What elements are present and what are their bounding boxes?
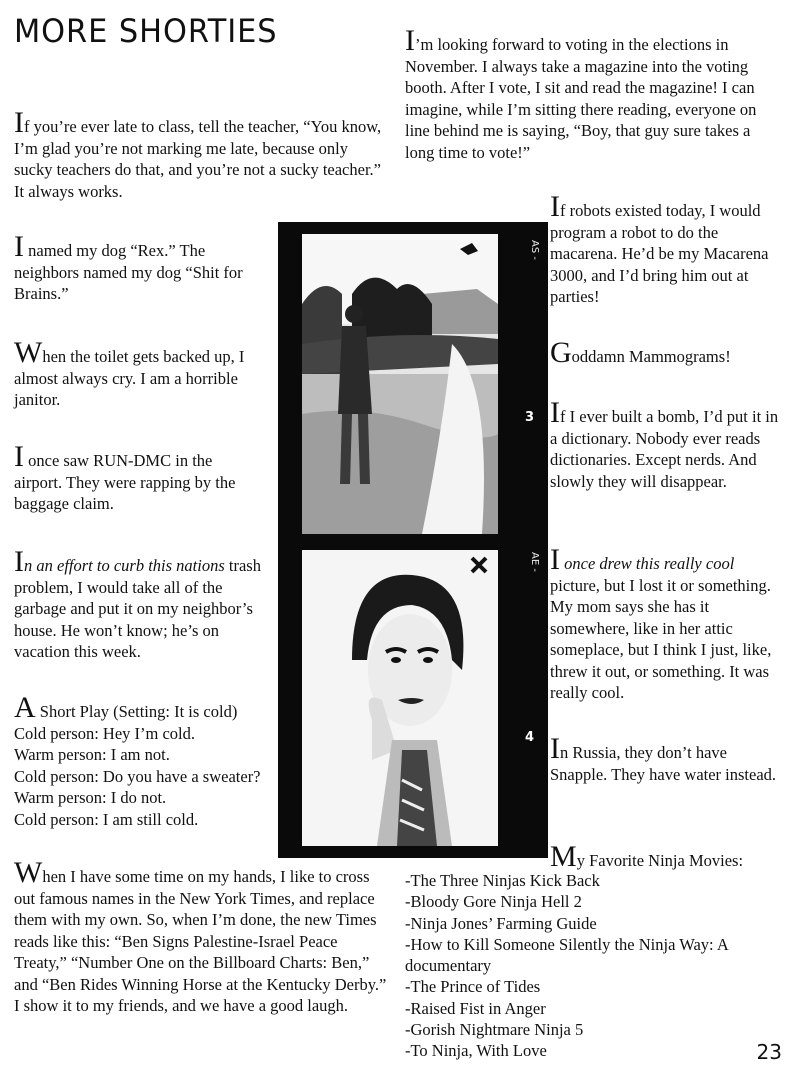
- drop-cap: M: [550, 840, 577, 873]
- drop-cap: I: [14, 545, 24, 578]
- shorty-toilet: [14, 336, 274, 411]
- play-line: Cold person: Do you have a sweater? Warm person: I do not.: [14, 766, 261, 807]
- drop-cap: I: [14, 230, 24, 263]
- drop-cap: I: [405, 24, 415, 57]
- photo-park-people-illustration: [302, 234, 498, 534]
- play-line: Cold person: I am still cold.: [14, 809, 199, 829]
- photo-park-people: [302, 234, 498, 534]
- shorty-russia: [550, 732, 780, 785]
- shorty-text: n Russia, they don’t have Snapple. They have water instead.: [550, 743, 777, 784]
- film-frame-number: 4: [524, 730, 534, 745]
- shorty-run-dmc: [14, 440, 259, 515]
- shorty-text: f robots existed today, I would program a robot to do the macarena. He’d be my Macarena 3000, and I’d bring him out at parties!: [550, 201, 769, 306]
- list-item: -How to Kill Someone Silently the Ninja Way: A documentary: [405, 934, 728, 976]
- shorty-text: picture, but I lost it or something. My mom says she has it somewhere, like in her attic someplace, but I think I just, like, threw it out, or something. It was really cool.: [550, 575, 772, 702]
- shorty-text: hen I have some time on my hands, I like to cross out famous names in the New York Times, and replace them with my own. So, when I’m done, the new Times reads like this: “Ben Signs Palestine-Israel Peace Treaty,” “Number One on the Billboard Charts: Ben,” and “Ben Rides Winning Horse at the Kentucky Derby.” I show it to my friends, and we have a good laugh.: [14, 867, 387, 1015]
- film-edge-code: AE -: [529, 552, 540, 572]
- drop-cap: W: [14, 856, 43, 889]
- shorty-text: trash problem, I would take all of the garbage and put it on my neighbor’s house. He won’t know; he’s on vacation this week.: [14, 556, 261, 661]
- drop-cap: A: [14, 691, 36, 724]
- shorty-text: named my dog “Rex.” The neighbors named my dog “Shit for Brains.”: [14, 241, 243, 303]
- shorty-text: f I ever built a bomb, I’d put it in a dictionary. Nobody ever reads dictionaries. Except nerds. And slowly they will disappear.: [550, 407, 779, 491]
- photo-portrait-illustration: [302, 550, 498, 846]
- list-item: -Bloody Gore Ninja Hell 2: [405, 892, 582, 912]
- shorty-voting: [405, 24, 783, 163]
- shorty-ninja-heading: [550, 840, 790, 873]
- shorty-short-play: [14, 691, 274, 830]
- drop-cap: I: [550, 543, 560, 576]
- film-strip: [278, 222, 548, 858]
- drop-cap: I: [550, 732, 560, 765]
- list-item: -Raised Fist in Anger: [405, 998, 546, 1018]
- shorty-new-york-times: [14, 856, 392, 1017]
- shorty-text: y Favorite Ninja Movies:: [576, 851, 744, 870]
- film-frame-number: 3: [524, 410, 534, 425]
- shorty-text: once saw RUN-DMC in the airport. They were rapping by the baggage claim.: [14, 451, 236, 513]
- shorty-dog-rex: [14, 230, 259, 305]
- photo-portrait: [302, 550, 498, 846]
- list-item: -Gorish Nightmare Ninja 5: [405, 1020, 584, 1040]
- shorty-text: f you’re ever late to class, tell the teacher, “You know, I’m glad you’re not marking me late, because only sucky teachers do that, and you’re not a sucky teacher.” It always works.: [14, 117, 382, 201]
- drop-cap: I: [14, 440, 24, 473]
- drop-cap: I: [14, 106, 24, 139]
- list-item: -The Three Ninjas Kick Back: [405, 871, 600, 890]
- drop-cap: G: [550, 336, 572, 369]
- list-item: -The Prince of Tides: [405, 977, 541, 997]
- drop-cap: I: [550, 190, 560, 223]
- play-line: Warm person: I am not.: [14, 745, 170, 764]
- drop-cap: W: [14, 336, 43, 369]
- page-title: MORE SHORTIES: [14, 12, 278, 50]
- shorty-italic-lead: once drew this really cool: [560, 554, 735, 573]
- list-item: -Ninja Jones’ Farming Guide: [405, 913, 597, 933]
- shorty-robots: [550, 190, 786, 308]
- page-number: 23: [756, 1040, 782, 1064]
- film-edge-code: AS -: [529, 240, 540, 260]
- shorty-cool-picture: [550, 543, 778, 704]
- shorty-bomb: [550, 396, 782, 492]
- shorty-text: hen the toilet gets backed up, I almost always cry. I am a horrible janitor.: [14, 347, 245, 409]
- play-heading: Short Play (Setting: It is cold): [35, 702, 238, 721]
- play-line: Cold person: Hey I’m cold.: [14, 723, 196, 743]
- drop-cap: I: [550, 396, 560, 429]
- ninja-movie-list: [405, 870, 790, 1062]
- shorty-trash: [14, 545, 269, 663]
- shorty-mammograms: [550, 336, 786, 369]
- shorty-late-to-class: [14, 106, 389, 202]
- shorty-text: oddamn Mammograms!: [571, 347, 731, 366]
- list-item: -To Ninja, With Love: [405, 1041, 547, 1061]
- shorty-italic-lead: n an effort to curb this nations: [24, 556, 225, 575]
- shorty-text: ’m looking forward to voting in the elections in November. I always take a magazine into the voting booth. After I vote, I sit and read the magazine! I can imagine, while I’m sitting there reading, everyone on line behind me is saying, “Boy, that guy sure takes a long time to vote!”: [405, 35, 757, 162]
